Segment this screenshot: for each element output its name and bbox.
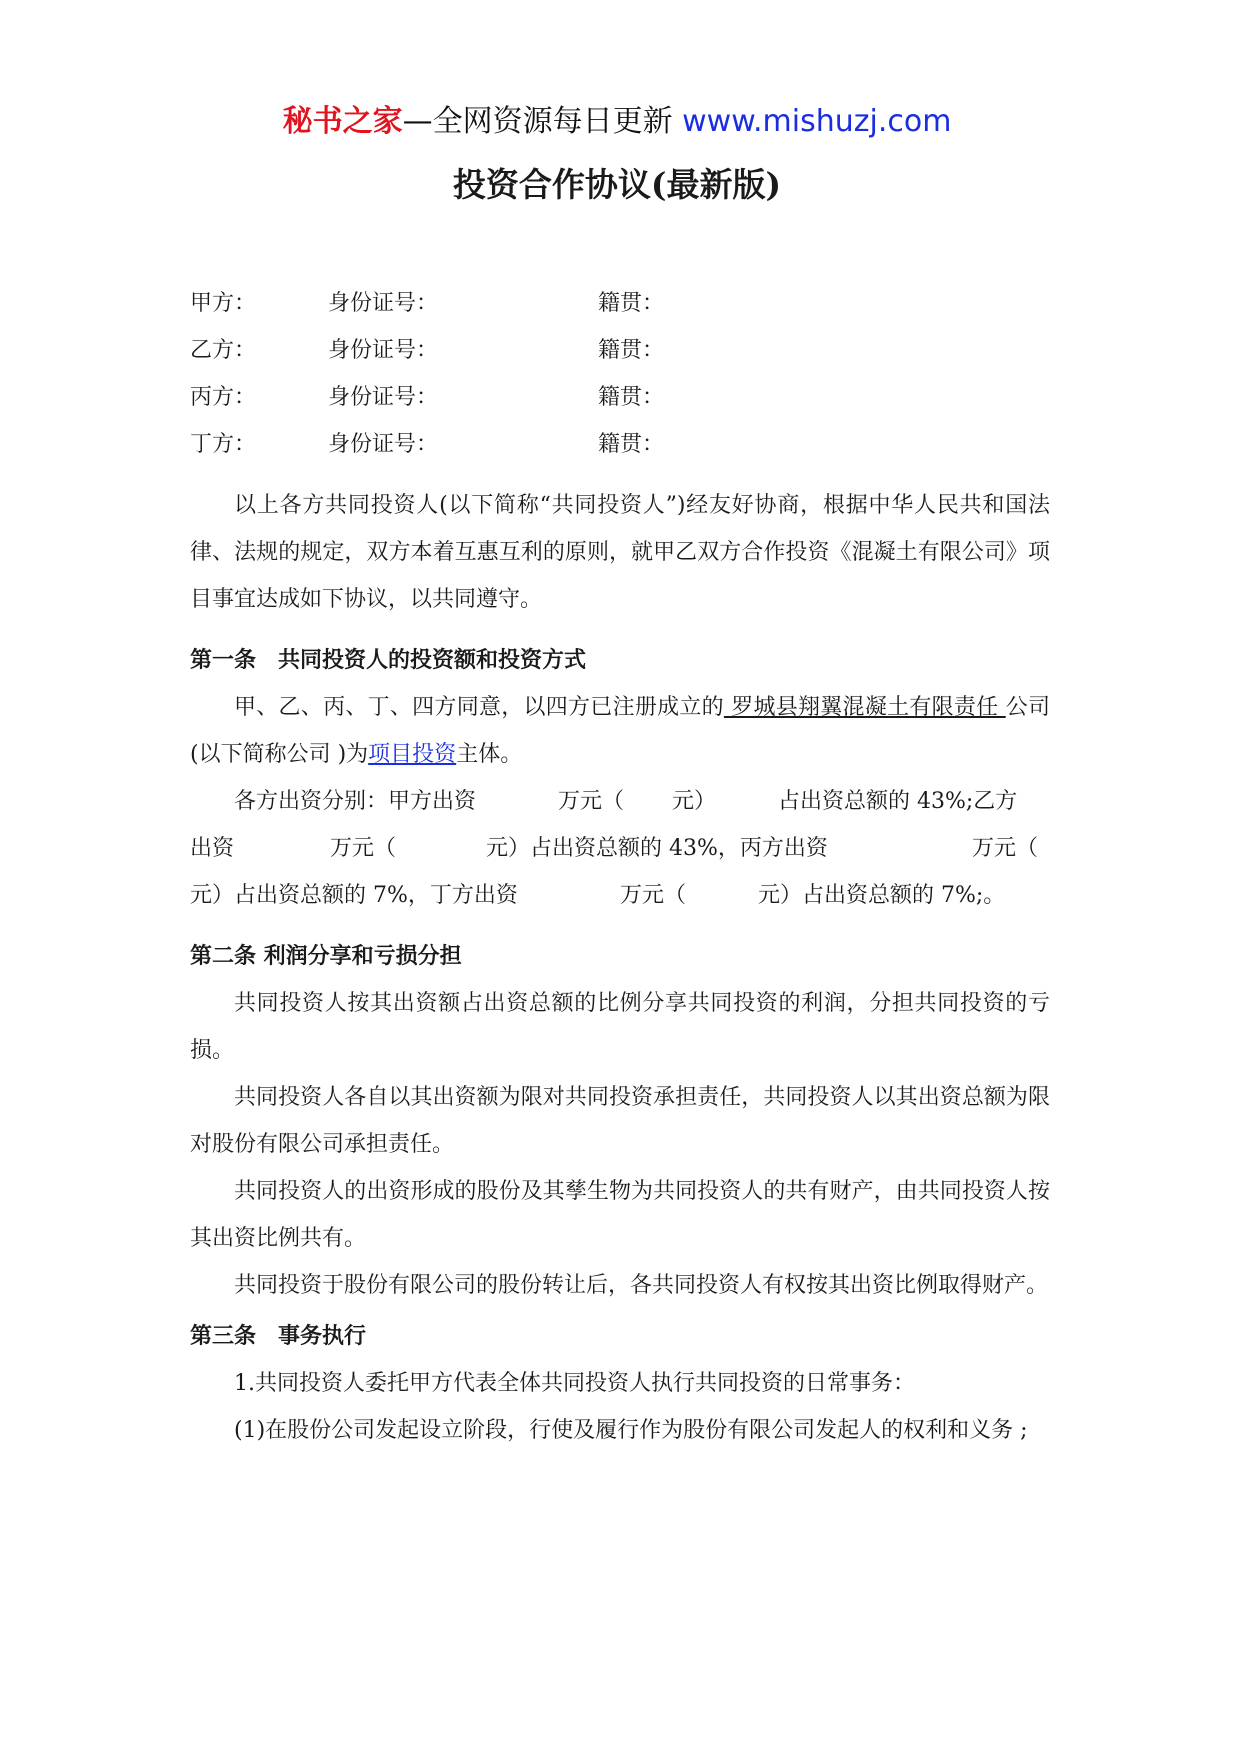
party-name: 乙方： [190,338,257,363]
article-2-heading: 第二条 利润分享和亏损分担 [190,944,462,969]
amount-text: 元）占出资总额的 43%，丙方出资 [486,836,828,861]
article-1-text-a: 甲、乙、丙、丁、四方同意，以四方已注册成立的 [234,695,724,720]
brand-name: 秘书之家 [282,104,403,139]
amount-line-2 [190,825,1050,872]
party-origin-label: 籍贯： [598,291,665,316]
header-slogan: 全网资源每日更新 [432,104,673,139]
document-title: 投资合作协议(最新版) [452,165,782,204]
party-origin-label: 籍贯： [598,432,665,457]
amount-text: 元）占出资总额的 7%，丁方出资 [190,883,518,908]
party-id-label: 身份证号： [328,385,439,410]
party-id-label: 身份证号： [328,432,439,457]
party-row-jia [190,280,1050,327]
party-row-yi [190,327,1050,374]
amount-text: 占出资总额的 43%;乙方 [778,789,1018,814]
article-2-paragraph: 共同投资人各自以其出资额为限对共同投资承担责任，共同投资人以其出资总额为限对股份有限公司承担责任。 [190,1085,1050,1157]
amount-line-3 [190,872,1050,919]
article-1-paragraph [190,684,1050,778]
party-row-ding [190,421,1050,468]
party-origin-label: 籍贯： [598,385,665,410]
article-2-paragraph: 共同投资于股份有限公司的股份转让后，各共同投资人有权按其出资比例取得财产。 [234,1273,1049,1298]
article-1-text-c: 主体。 [456,742,523,767]
party-row-bing [190,374,1050,421]
article-3-heading: 第三条 事务执行 [190,1324,367,1349]
party-id-label: 身份证号： [328,291,439,316]
site-header [0,100,1234,144]
article-2-paragraph: 共同投资人按其出资额占出资总额的比例分享共同投资的利润，分担共同投资的亏损。 [190,991,1050,1063]
party-origin-label: 籍贯： [598,338,665,363]
site-url-link[interactable]: www.mishuzj.com [682,104,952,139]
article-1-heading: 第一条 共同投资人的投资额和投资方式 [190,648,587,673]
amount-text: 各方出资分别：甲方出资 [234,789,477,814]
amount-text: 元） [672,789,717,814]
amount-line-1 [190,778,1050,825]
document-body [190,280,1050,1454]
project-investment-link[interactable]: 项目投资 [368,742,457,767]
amount-text: 万元（ [330,836,397,861]
party-id-label: 身份证号： [328,338,439,363]
amount-text: 元）占出资总额的 7%;。 [758,883,1006,908]
party-name: 丙方： [190,385,257,410]
article-3-paragraph: (1)在股份公司发起设立阶段，行使及履行作为股份有限公司发起人的权利和义务 ; [234,1418,1028,1443]
amount-text: 出资 [190,836,235,861]
party-name: 甲方： [190,291,257,316]
header-dash: — [402,104,433,139]
article-3-paragraph: 1.共同投资人委托甲方代表全体共同投资人执行共同投资的日常事务： [234,1371,915,1396]
amount-text: 万元（ [558,789,625,814]
article-2-paragraph: 共同投资人的出资形成的股份及其孳生物为共同投资人的共有财产，由共同投资人按其出资比例共有。 [190,1179,1050,1251]
party-name: 丁方： [190,432,257,457]
article-1-text-b: 公司(以下简称公司 )为 [190,695,1050,767]
amount-text: 万元（ [620,883,687,908]
intro-paragraph: 以上各方共同投资人(以下简称“共同投资人”)经友好协商，根据中华人民共和国法律、法规的规定，双方本着互惠互利的原则，就甲乙双方合作投资《混凝土有限公司》项目事宜达成如下协议，以共同遵守。 [190,493,1050,612]
company-name-underlined: 罗城县翔翼混凝土有限责任 [723,695,1006,720]
amount-text: 万元（ [972,836,1039,861]
